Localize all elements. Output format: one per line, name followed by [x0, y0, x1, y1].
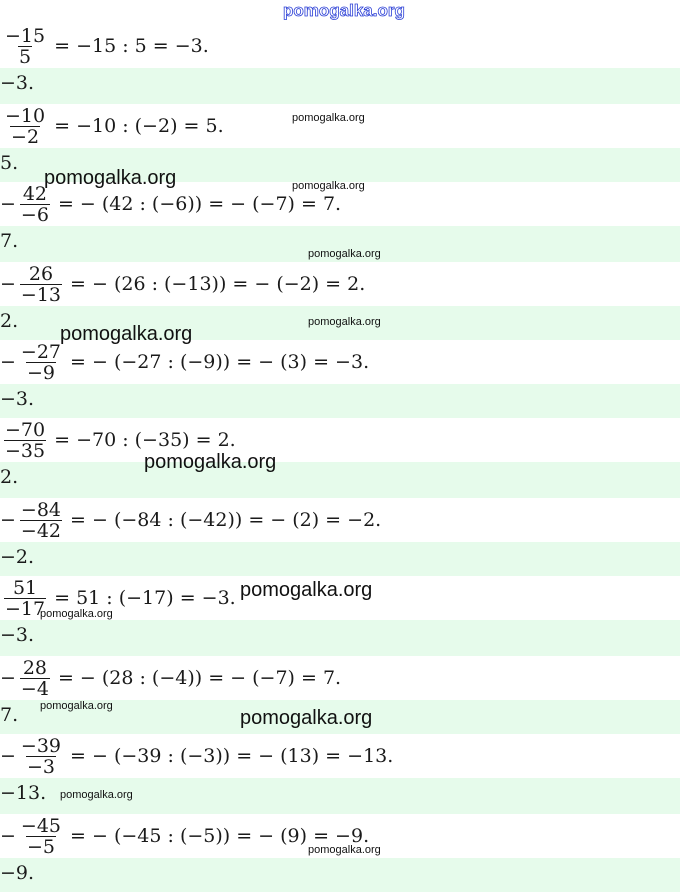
- answer: 7.: [0, 704, 19, 726]
- fraction: [20, 736, 62, 777]
- numerator: −84: [20, 498, 62, 521]
- numerator: −45: [20, 814, 62, 837]
- answer-band: [0, 858, 680, 892]
- denominator: 5: [19, 45, 32, 68]
- equation-rest: = −70 : (−35) = 2.: [54, 429, 236, 451]
- equation-rest: = 51 : (−17) = −3.: [54, 587, 236, 609]
- watermark: pomogalka.org: [144, 451, 277, 473]
- numerator: −39: [20, 734, 62, 757]
- watermark: pomogalka.org: [60, 323, 193, 345]
- watermark: pomogalka.org: [308, 844, 381, 856]
- answer: 2.: [0, 466, 19, 488]
- equation-row: [0, 734, 393, 778]
- watermark: pomogalka.org: [292, 180, 365, 192]
- watermark: pomogalka.org: [240, 579, 373, 601]
- equation-rest: = − (−27 : (−9)) = − (3) = −3.: [70, 351, 370, 373]
- equation-rest: = −10 : (−2) = 5.: [54, 115, 224, 137]
- answer: −2.: [0, 546, 35, 568]
- fraction: [20, 264, 62, 305]
- numerator: 28: [22, 656, 48, 679]
- answer-band: [0, 542, 680, 576]
- equation-row: [0, 340, 369, 384]
- numerator: −10: [5, 104, 46, 127]
- denominator: −5: [26, 835, 55, 858]
- numerator: −15: [5, 24, 46, 47]
- watermark: pomogalka.org: [40, 700, 113, 712]
- denominator: −2: [11, 125, 40, 148]
- equation-rest: = − (−84 : (−42)) = − (2) = −2.: [70, 509, 382, 531]
- leading-minus: −: [0, 825, 16, 847]
- fraction: [20, 342, 62, 383]
- answer: −13.: [0, 782, 47, 804]
- denominator: −9: [26, 361, 55, 384]
- fraction: [20, 658, 50, 699]
- answer: −3.: [0, 72, 35, 94]
- equation-row: [0, 262, 365, 306]
- answer-band: [0, 620, 680, 656]
- denominator: −35: [5, 439, 46, 462]
- answer-band: [0, 462, 680, 498]
- fraction: [4, 420, 46, 461]
- watermark: pomogalka.org: [40, 608, 113, 620]
- equation-rest: = − (26 : (−13)) = − (−2) = 2.: [70, 273, 366, 295]
- fraction: [4, 106, 46, 147]
- denominator: −17: [5, 597, 46, 620]
- answer: 7.: [0, 230, 19, 252]
- numerator: −27: [20, 340, 62, 363]
- answer: 2.: [0, 310, 19, 332]
- leading-minus: −: [0, 273, 16, 295]
- equation-row: [0, 576, 236, 620]
- answer: 5.: [0, 152, 19, 174]
- fraction: [20, 500, 62, 541]
- leading-minus: −: [0, 193, 16, 215]
- watermark: pomogalka.org: [308, 316, 381, 328]
- answer-band: [0, 68, 680, 104]
- answer: −3.: [0, 388, 35, 410]
- fraction: [20, 816, 62, 857]
- denominator: −42: [20, 519, 62, 542]
- denominator: −6: [20, 203, 49, 226]
- leading-minus: −: [0, 351, 16, 373]
- watermark: pomogalka.org: [44, 167, 177, 189]
- equation-rest: = − (−45 : (−5)) = − (9) = −9.: [70, 825, 370, 847]
- denominator: −3: [26, 755, 55, 778]
- numerator: 26: [28, 262, 54, 285]
- numerator: −70: [5, 418, 46, 441]
- watermark-top: pomogalka.org: [283, 1, 405, 20]
- leading-minus: −: [0, 745, 16, 767]
- equation-row: [0, 656, 341, 700]
- equation-row: [0, 24, 209, 68]
- denominator: −13: [20, 283, 62, 306]
- watermark: pomogalka.org: [292, 112, 365, 124]
- answer: −3.: [0, 624, 35, 646]
- numerator: 42: [22, 182, 48, 205]
- denominator: −4: [20, 677, 49, 700]
- numerator: 51: [12, 576, 38, 599]
- equation-rest: = − (28 : (−4)) = − (−7) = 7.: [57, 667, 342, 689]
- leading-minus: −: [0, 667, 16, 689]
- fraction: [4, 26, 46, 67]
- answer: −9.: [0, 862, 35, 884]
- leading-minus: −: [0, 509, 16, 531]
- equation-row: [0, 104, 224, 148]
- watermark: pomogalka.org: [240, 707, 373, 729]
- equation-row: [0, 498, 381, 542]
- watermark: pomogalka.org: [308, 248, 381, 260]
- equation-rest: = − (42 : (−6)) = − (−7) = 7.: [57, 193, 342, 215]
- equation-rest: = −15 : 5 = −3.: [54, 35, 209, 57]
- answer-band: [0, 384, 680, 418]
- watermark: pomogalka.org: [60, 789, 133, 801]
- equation-rest: = − (−39 : (−3)) = − (13) = −13.: [70, 745, 394, 767]
